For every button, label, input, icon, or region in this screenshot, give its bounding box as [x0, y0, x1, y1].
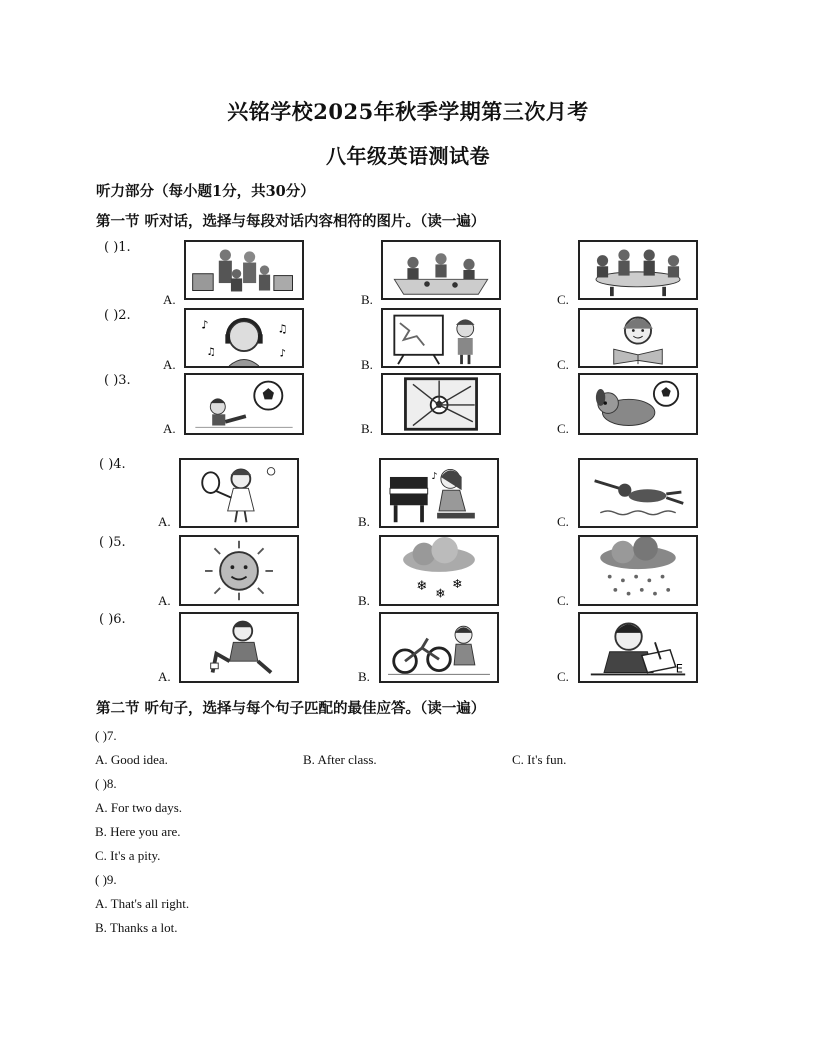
question-number: ( )7.: [95, 728, 117, 743]
answer-option: B. Here you are.: [95, 824, 181, 839]
answer-option: A. That's all right.: [95, 896, 190, 911]
family-shopping-icon: [184, 240, 304, 300]
question-number: ( )6.: [99, 612, 126, 627]
broken-window-icon: [381, 373, 501, 435]
girl-music-icon: [184, 308, 304, 368]
dog-ball-icon: [578, 373, 698, 435]
question-number: ( )3.: [104, 373, 131, 388]
option-letter: A.: [158, 593, 171, 608]
option-letter: C.: [557, 593, 569, 608]
option-letter: B.: [358, 514, 370, 529]
svg-text:♫: ♫: [206, 345, 216, 358]
boy-writing-icon: [578, 612, 698, 683]
section1-instructions: 第一节 听对话，选择与每段对话内容相符的图片。（读一遍）: [96, 213, 486, 230]
option-letter: A.: [163, 357, 176, 372]
picnic-icon: [381, 240, 501, 300]
option-letter: B.: [358, 669, 370, 684]
svg-text:❄: ❄: [452, 576, 463, 591]
piano-girl-icon: [379, 458, 499, 528]
answer-option: C. It's fun.: [512, 752, 567, 767]
girl-reading-icon: [578, 308, 698, 368]
option-letter: B.: [361, 421, 373, 436]
option-letter: A.: [163, 292, 176, 307]
answer-option: B. After class.: [303, 752, 377, 767]
svg-text:♪: ♪: [431, 470, 438, 482]
question-number: ( )2.: [104, 308, 131, 323]
option-letter: C.: [557, 292, 569, 307]
exam-title: 兴铭学校2025年秋季学期第三次月考: [227, 99, 589, 124]
swimmer-icon: [578, 458, 698, 528]
option-letter: C.: [557, 514, 569, 529]
question-number: ( )9.: [95, 872, 117, 887]
option-letter: C.: [557, 669, 569, 684]
answer-option: A. Good idea.: [95, 752, 168, 767]
svg-text:❄: ❄: [435, 586, 446, 601]
option-letter: C.: [557, 357, 569, 372]
option-letter: A.: [163, 421, 176, 436]
hurt-knee-boy-icon: [179, 612, 299, 683]
svg-text:❄: ❄: [416, 578, 428, 594]
section2-instructions: 第二节 听句子，选择与每个句子匹配的最佳应答。（读一遍）: [96, 700, 486, 717]
option-letter: B.: [361, 292, 373, 307]
question-number: ( )8.: [95, 776, 117, 791]
tennis-girl-icon: [179, 458, 299, 528]
svg-text:E: E: [675, 661, 683, 676]
question-number: ( )4.: [99, 457, 126, 472]
family-dinner-icon: [578, 240, 698, 300]
option-letter: A.: [158, 514, 171, 529]
answer-option: A. For two days.: [95, 800, 183, 815]
option-letter: C.: [557, 421, 569, 436]
option-letter: A.: [158, 669, 171, 684]
svg-text:♪: ♪: [279, 347, 287, 360]
rain-cloud-icon: [578, 535, 698, 606]
listening-heading: 听力部分（每小题1分，共30分）: [96, 183, 315, 200]
sun-icon: [179, 535, 299, 606]
option-letter: B.: [358, 593, 370, 608]
girl-painting-icon: [381, 308, 501, 368]
svg-text:♫: ♫: [277, 322, 288, 336]
answer-option: B. Thanks a lot.: [95, 920, 178, 935]
svg-text:♪: ♪: [201, 318, 209, 332]
boy-football-icon: [184, 373, 304, 435]
exam-subtitle: 八年级英语测试卷: [326, 144, 490, 168]
question-number: ( )5.: [99, 535, 126, 550]
question-number: ( )1.: [104, 240, 131, 255]
option-letter: B.: [361, 357, 373, 372]
snow-cloud-icon: [379, 535, 499, 606]
bike-fall-icon: [379, 612, 499, 683]
answer-option: C. It's a pity.: [95, 848, 161, 863]
